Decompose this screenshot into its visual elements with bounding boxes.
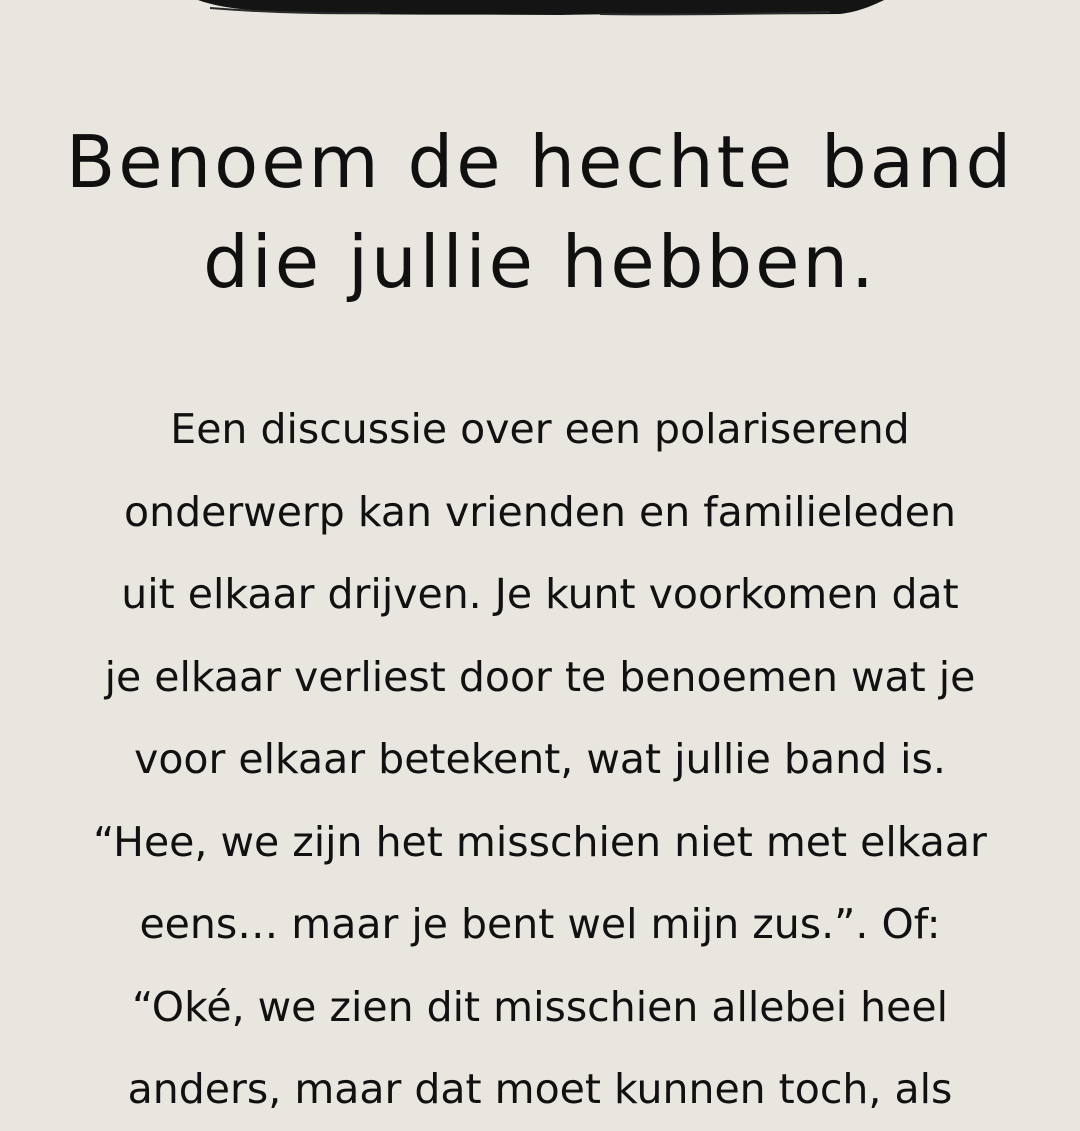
heading-line: Benoem de hechte band: [65, 120, 1015, 204]
body-line: “Oké, we zien dit misschien allebei heel: [132, 982, 948, 1031]
body-line: onderwerp kan vrienden en familieleden: [124, 487, 956, 536]
body-line: uit elkaar drijven. Je kunt voorkomen dat: [121, 570, 959, 618]
body-line: Een discussie over een polariserend: [170, 405, 910, 453]
body-line: eens… maar je bent wel mijn zus.”. Of:: [139, 900, 941, 948]
body-line: anders, maar dat moet kunnen toch, als: [127, 1065, 953, 1113]
page-heading: [60, 112, 1020, 312]
body-line: je elkaar verliest door te benoemen wat je: [104, 652, 976, 701]
body-paragraph: [40, 388, 1040, 1131]
body-line: “Hee, we zijn het misschien niet met elkaar: [93, 817, 987, 866]
heading-line: die jullie hebben.: [203, 220, 877, 304]
brush-stroke-decoration: [180, 0, 910, 18]
body-line: voor elkaar betekent, wat jullie band is.: [134, 735, 946, 783]
